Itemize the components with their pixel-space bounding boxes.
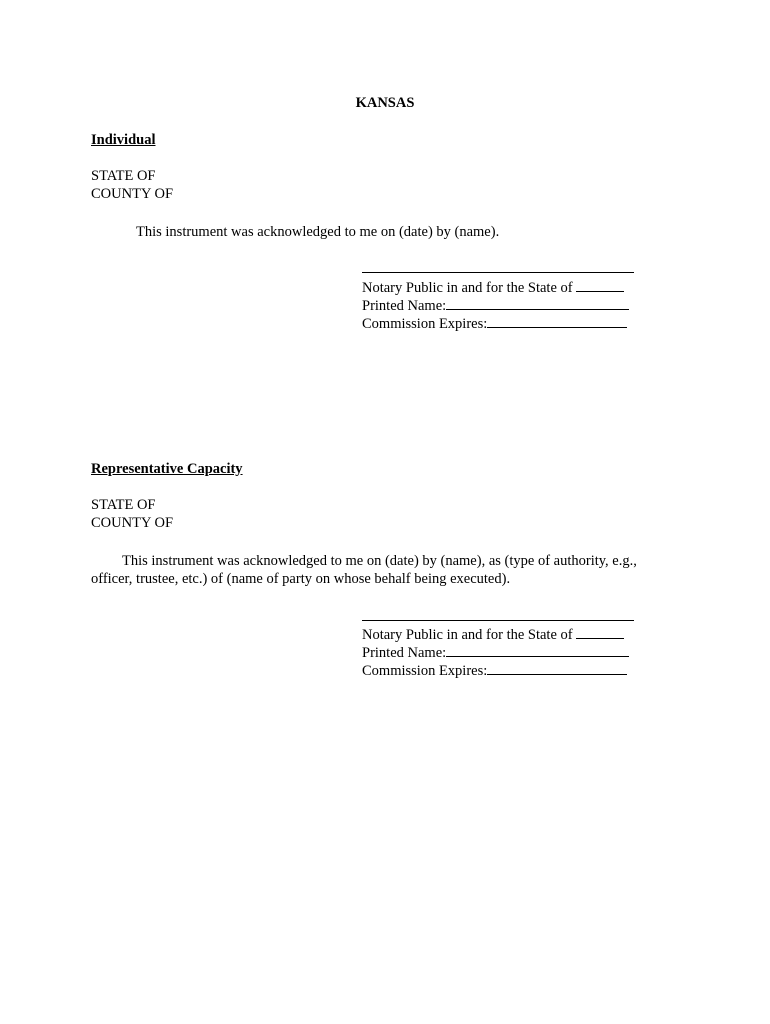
individual-heading: Individual	[91, 132, 156, 148]
individual-printed-name-line	[362, 295, 629, 315]
representative-notary-line	[362, 624, 624, 644]
representative-notary-state-blank[interactable]	[576, 624, 624, 639]
individual-county-label: COUNTY OF	[91, 186, 174, 202]
individual-notary-line	[362, 277, 624, 297]
individual-printed-name-label: Printed Name:	[362, 298, 447, 314]
document-title: KANSAS	[355, 95, 415, 111]
individual-statement: This instrument was acknowledged to me on (date) by (name).	[136, 224, 500, 240]
representative-printed-name-blank[interactable]	[446, 642, 629, 657]
representative-commission-blank[interactable]	[487, 660, 627, 675]
representative-state-label: STATE OF	[91, 497, 156, 513]
individual-printed-name-blank[interactable]	[446, 295, 629, 310]
individual-notary-state-blank[interactable]	[576, 277, 624, 292]
representative-notary-label: Notary Public in and for the State of	[362, 627, 573, 643]
representative-printed-name-label: Printed Name:	[362, 645, 447, 661]
individual-signature-line[interactable]	[362, 272, 634, 273]
individual-commission-blank[interactable]	[487, 313, 627, 328]
individual-commission-line	[362, 313, 627, 333]
representative-statement-line1: This instrument was acknowledged to me on (date) by (name), as (type of authority, e.g.,	[122, 553, 637, 569]
representative-heading: Representative Capacity	[91, 461, 243, 477]
representative-signature-line[interactable]	[362, 620, 634, 621]
representative-printed-name-line	[362, 642, 629, 662]
individual-notary-label: Notary Public in and for the State of	[362, 280, 573, 296]
representative-commission-label: Commission Expires:	[362, 663, 488, 679]
individual-commission-label: Commission Expires:	[362, 316, 488, 332]
representative-statement-line2: officer, trustee, etc.) of (name of party on whose behalf being executed).	[91, 571, 511, 587]
representative-commission-line	[362, 660, 627, 680]
representative-county-label: COUNTY OF	[91, 515, 174, 531]
individual-state-label: STATE OF	[91, 168, 156, 184]
